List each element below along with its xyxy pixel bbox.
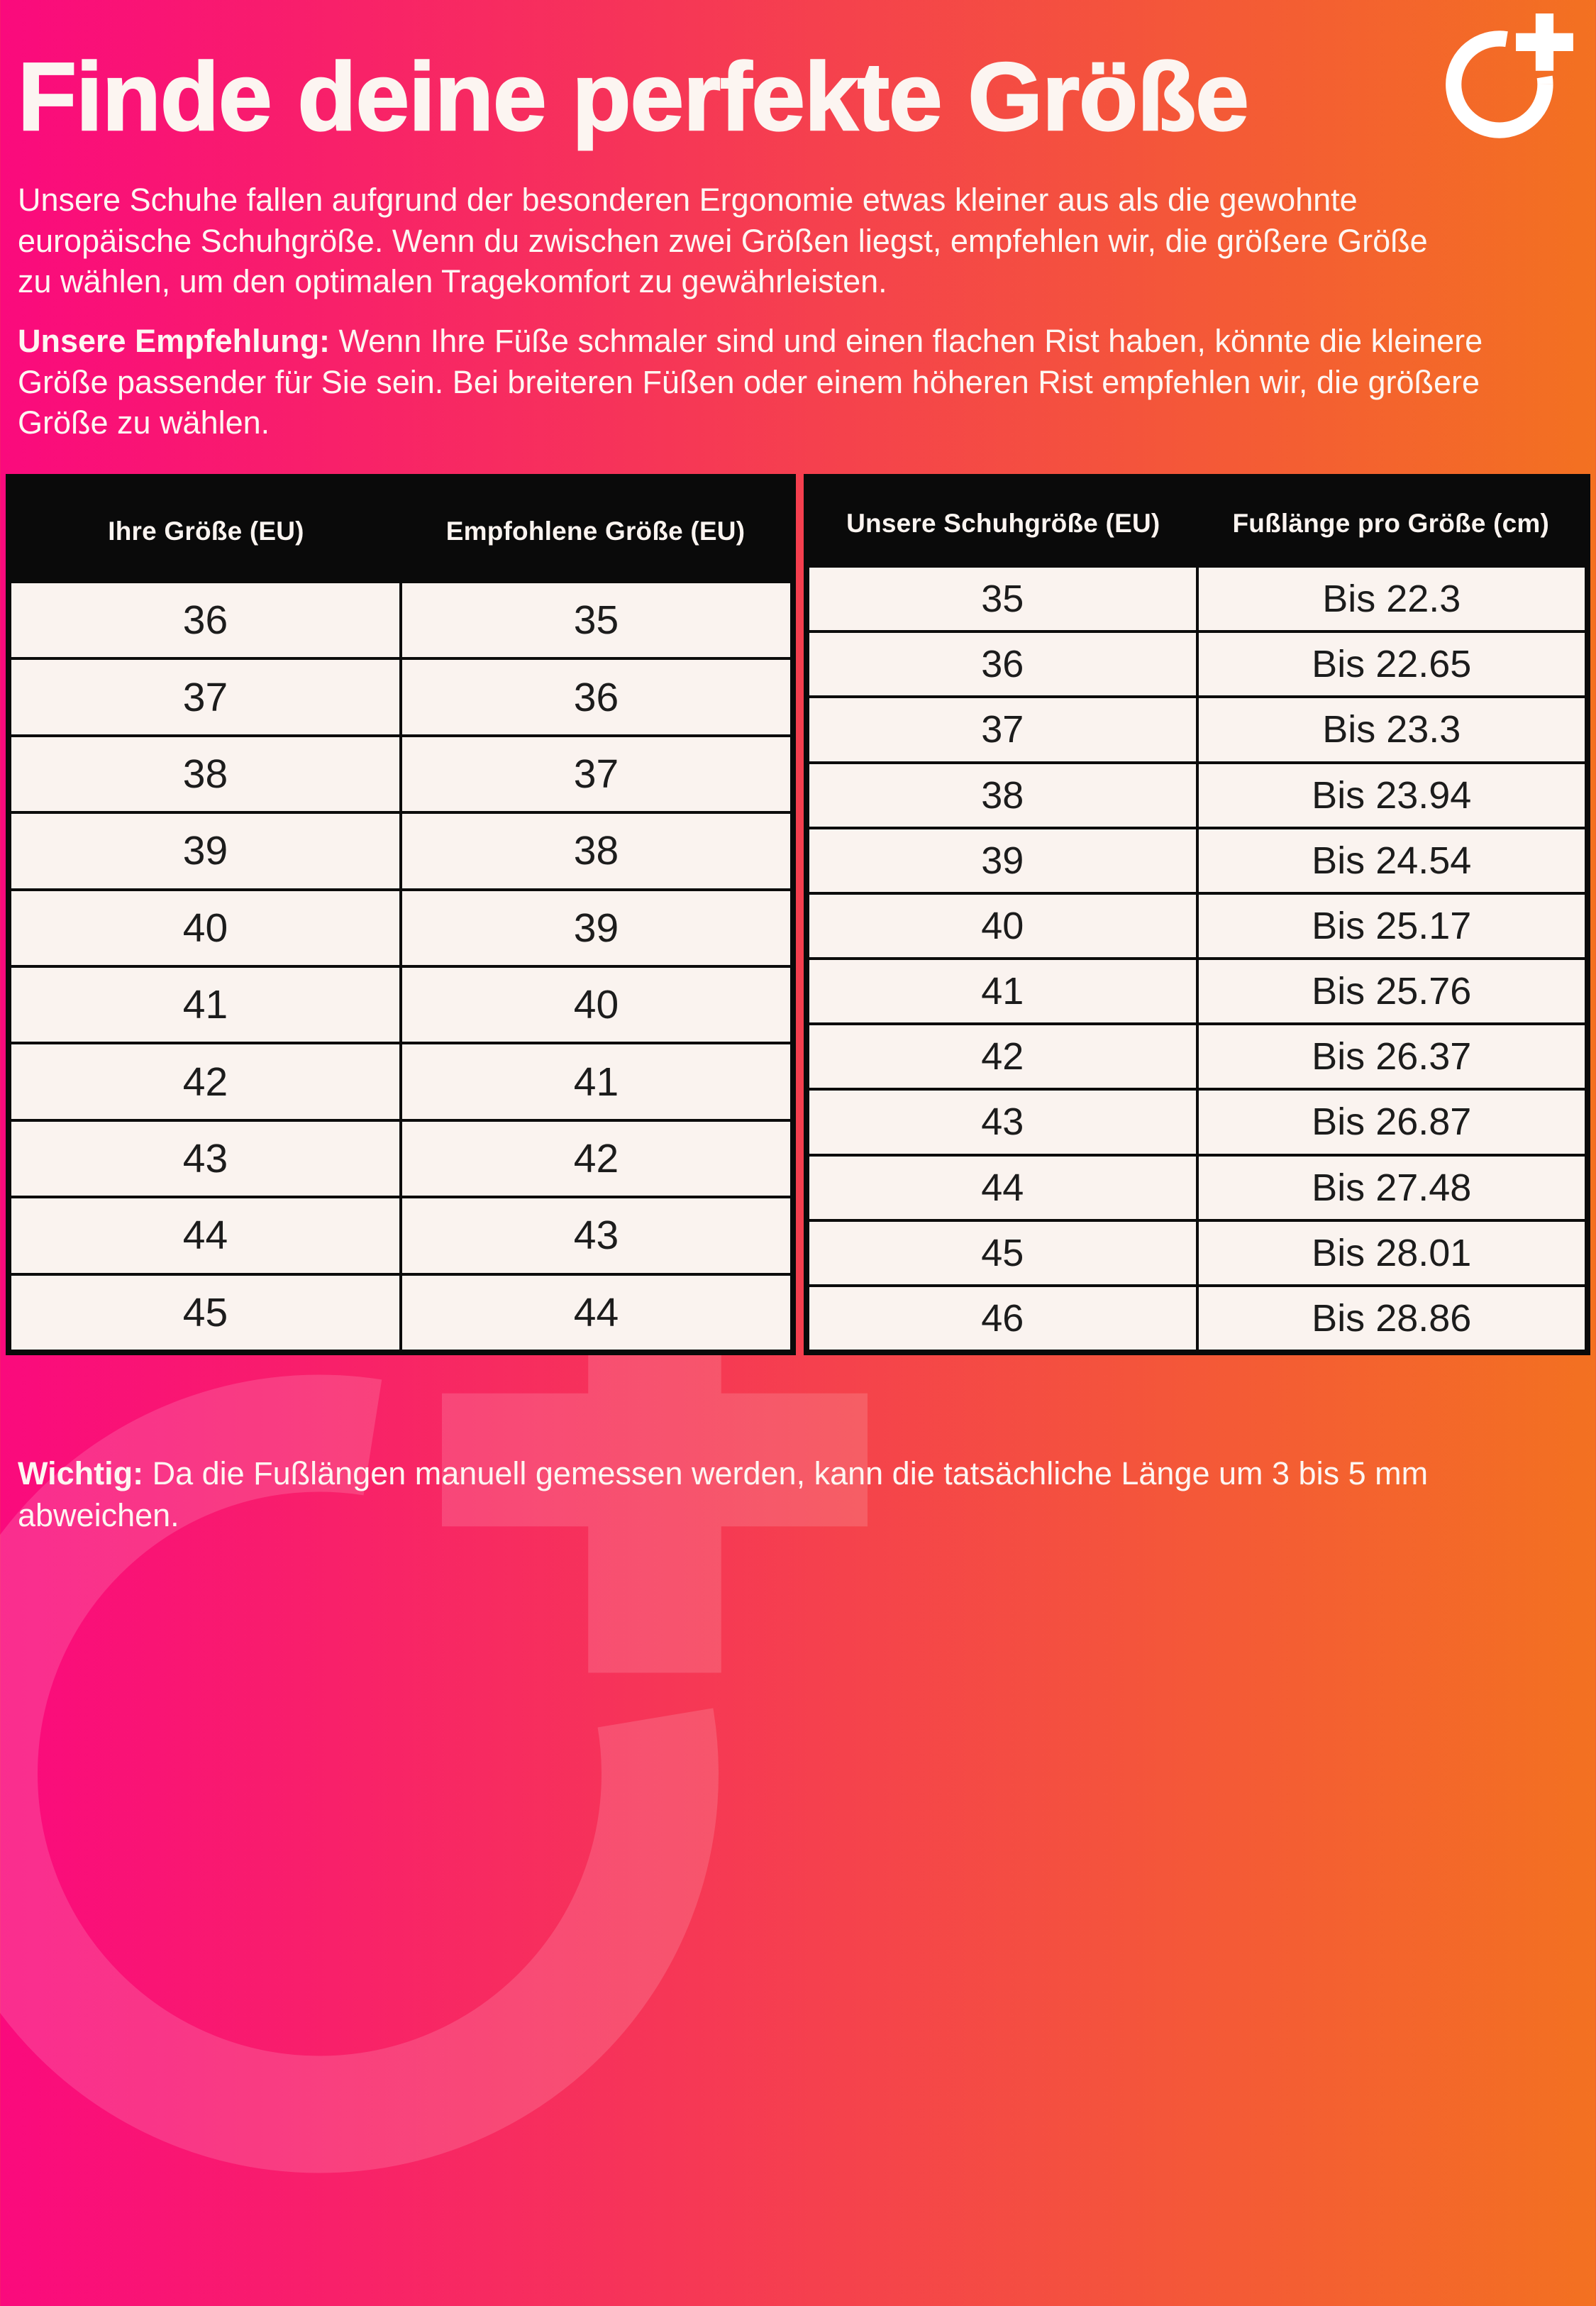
your-size-cell: 45 [11,1276,402,1350]
table-row [809,1088,1585,1153]
recommended-size-cell: 36 [573,674,619,720]
table-row [809,957,1585,1022]
shoe-size-cell: 41 [809,960,1199,1022]
table-row [809,1284,1585,1350]
shoe-size-cell: 36 [809,633,1199,695]
table-row [11,1042,790,1118]
note-label: Wichtig: [18,1455,144,1491]
recommended-size-cell: 39 [573,905,619,951]
recommendation-label: Unsere Empfehlung: [18,323,331,359]
table-row [11,1119,790,1196]
size-conversion-table-header [11,480,790,583]
your-size-cell: 37 [11,660,402,734]
table-row [11,1273,790,1350]
your-size-cell: 41 [11,968,402,1042]
intro-paragraph: Unsere Schuhe fallen aufgrund der besonderen Ergonomie etwas kleiner aus als die gewohnte europäische Schuhgröße. Wenn du zwischen zwei Größen liegst, empfehlen wir, die größere Größe zu wählen, um den optimalen Tragekomfort zu gewährleisten. [18,182,1428,300]
recommended-size-cell: 35 [573,597,619,644]
shoe-size-cell: 46 [809,1287,1199,1350]
shoe-size-cell: 38 [809,764,1199,827]
table-row [809,761,1585,827]
shoe-size-cell: 42 [809,1025,1199,1088]
recommended-size-cell: 38 [573,828,619,874]
your-size-cell: 38 [11,737,402,811]
recommended-size-cell: 37 [573,751,619,798]
table-row [11,1196,790,1272]
shoe-size-cell: 35 [809,568,1199,630]
shoe-size-cell: 40 [809,895,1199,957]
table-row [809,695,1585,761]
size-conversion-table [6,474,796,1355]
recommendation-paragraph [18,321,1493,443]
table-row [809,568,1585,630]
measurement-note [18,1453,1507,1536]
foot-length-cell: Bis 28.86 [1312,1296,1472,1340]
foot-length-cell: Bis 24.54 [1312,839,1472,882]
shoe-size-cell: 37 [809,698,1199,761]
your-size-cell: 36 [11,583,402,657]
shoe-size-cell: 45 [809,1222,1199,1284]
table-row [11,811,790,888]
recommended-size-cell: 41 [573,1059,619,1105]
foot-length-cell: Bis 25.17 [1312,904,1472,947]
foot-length-cell: Bis 22.65 [1312,643,1472,686]
note-text: Da die Fußlängen manuell gemessen werden, kann die tatsächliche Länge um 3 bis 5 mm abweichen. [18,1455,1429,1533]
foot-length-cell: Bis 26.87 [1312,1100,1472,1144]
shoe-size-cell: 39 [809,829,1199,892]
recommended-size-cell: 43 [573,1213,619,1259]
recommended-size-cell: 42 [573,1136,619,1182]
page-title: Finde deine perfekte Größe [18,43,1248,150]
table-row [11,734,790,811]
foot-length-cell: Bis 23.3 [1322,708,1461,751]
recommended-size-cell: 44 [573,1289,619,1335]
recommended-size-cell: 40 [573,982,619,1028]
shoe-size-header: Unsere Schuhgröße (EU) [846,509,1160,538]
your-size-cell: 39 [11,814,402,888]
shoe-size-cell: 43 [809,1091,1199,1153]
table-row [809,1154,1585,1219]
table-row [809,892,1585,957]
recommendation-text: Wenn Ihre Füße schmaler sind und einen flachen Rist haben, könnte die kleinere Größe passender für Sie sein. Bei breiteren Füßen oder einem höheren Rist empfehlen wir, die größere Größe zu wählen. [18,323,1483,441]
table-row [11,888,790,965]
table-row [11,583,790,657]
foot-length-cell: Bis 25.76 [1312,970,1472,1013]
size-conversion-table-body [11,583,790,1350]
table-row [809,1219,1585,1284]
foot-length-cell: Bis 23.94 [1312,773,1472,817]
foot-length-cell: Bis 27.48 [1312,1166,1472,1209]
your-size-header: Ihre Größe (EU) [108,517,304,546]
shoe-size-cell: 44 [809,1157,1199,1219]
your-size-cell: 42 [11,1044,402,1118]
table-row [11,657,790,734]
circle-plus-watermark-icon [0,1242,931,2306]
foot-length-cell: Bis 28.01 [1312,1231,1472,1274]
foot-length-cell: Bis 22.3 [1322,578,1461,621]
recommended-size-header: Empfohlene Größe (EU) [445,517,746,546]
foot-length-header: Fußlänge pro Größe (cm) [1232,509,1550,538]
size-tables-section [6,474,1590,1355]
foot-length-table-header [809,480,1585,568]
your-size-cell: 43 [11,1122,402,1196]
foot-length-table-body [809,568,1585,1350]
table-row [809,630,1585,695]
foot-length-cell: Bis 26.37 [1312,1035,1472,1078]
foot-length-table [804,474,1590,1355]
your-size-cell: 44 [11,1198,402,1272]
table-row [11,965,790,1042]
table-row [809,1022,1585,1088]
table-row [809,827,1585,892]
your-size-cell: 40 [11,891,402,965]
